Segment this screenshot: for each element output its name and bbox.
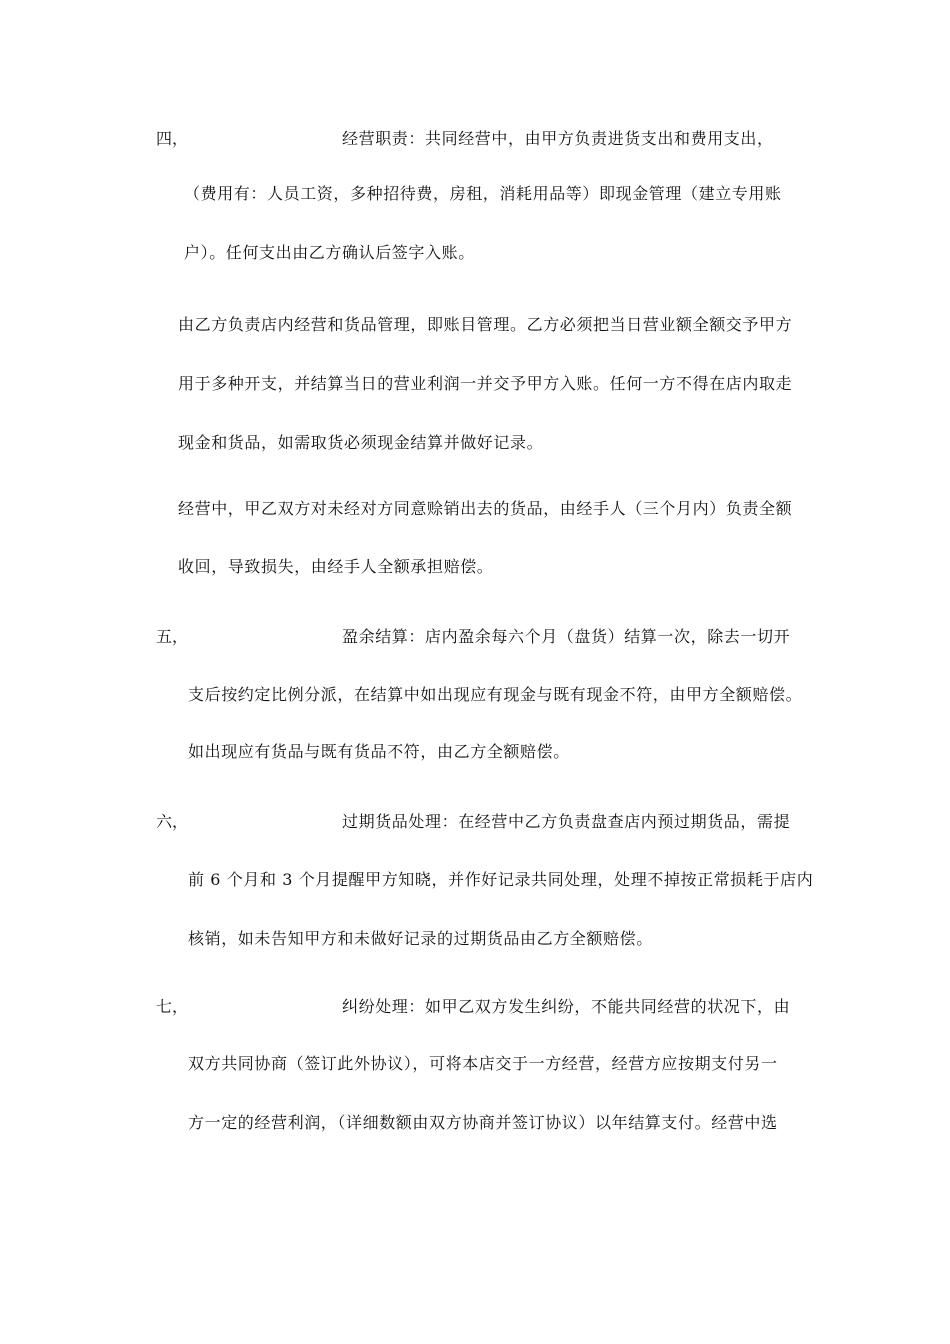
- section-4-line-3: 户）。任何支出由乙方确认后签字入账。: [184, 243, 475, 262]
- section-4-line-1: 经营职责：共同经营中，由甲方负责进货支出和费用支出，: [342, 129, 774, 148]
- section-number-5: 五，: [156, 627, 189, 646]
- section-5-line-3: 如出现应有货品与既有货品不符，由乙方全额赔偿。: [188, 742, 570, 761]
- section-4-para-1-line-1: 由乙方负责店内经营和货品管理，即账目管理。乙方必须把当日营业额全额交予甲方: [178, 315, 793, 334]
- section-4-para-1-line-2: 用于多种开支，并结算当日的营业利润一并交予甲方入账。任何一方不得在店内取走: [178, 374, 793, 393]
- section-6-line-3: 核销，如未告知甲方和未做好记录的过期货品由乙方全额赔偿。: [188, 929, 653, 948]
- section-4-para-2-line-2: 收回，导致损失，由经手人全额承担赔偿。: [178, 557, 494, 576]
- section-4-para-1-line-3: 现金和货品，如需取货必须现金结算并做好记录。: [178, 433, 544, 452]
- section-7-line-3: 方一定的经营利润，（详细数额由双方协商并签订协议）以年结算支付。经营中选: [188, 1113, 778, 1132]
- section-6-line-2: 前 6 个月和 3 个月提醒甲方知晓，并作好记录共同处理，处理不掉按正常损耗于店内: [188, 870, 814, 889]
- section-5-line-1: 盈余结算：店内盈余每六个月（盘货）结算一次，除去一切开: [342, 627, 791, 646]
- section-5-line-2: 支后按约定比例分派，在结算中如出现应有现金与既有现金不符，由甲方全额赔偿。: [188, 685, 803, 704]
- section-4-line-2: （费用有：人员工资，多种招待费，房租，消耗用品等）即现金管理（建立专用账: [184, 184, 782, 203]
- section-7-line-1: 纠纷处理：如甲乙双方发生纠纷，不能共同经营的状况下，由: [342, 997, 791, 1016]
- section-number-4: 四，: [156, 129, 189, 148]
- section-4-para-2-line-1: 经营中，甲乙双方对未经对方同意赊销出去的货品，由经手人（三个月内）负责全额: [178, 499, 793, 518]
- section-number-6: 六，: [156, 812, 189, 831]
- section-6-line-1: 过期货品处理：在经营中乙方负责盘查店内预过期货品，需提: [342, 812, 791, 831]
- section-number-7: 七，: [156, 997, 189, 1016]
- section-7-line-2: 双方共同协商（签订此外协议），可将本店交于一方经营，经营方应按期支付另一: [188, 1054, 778, 1073]
